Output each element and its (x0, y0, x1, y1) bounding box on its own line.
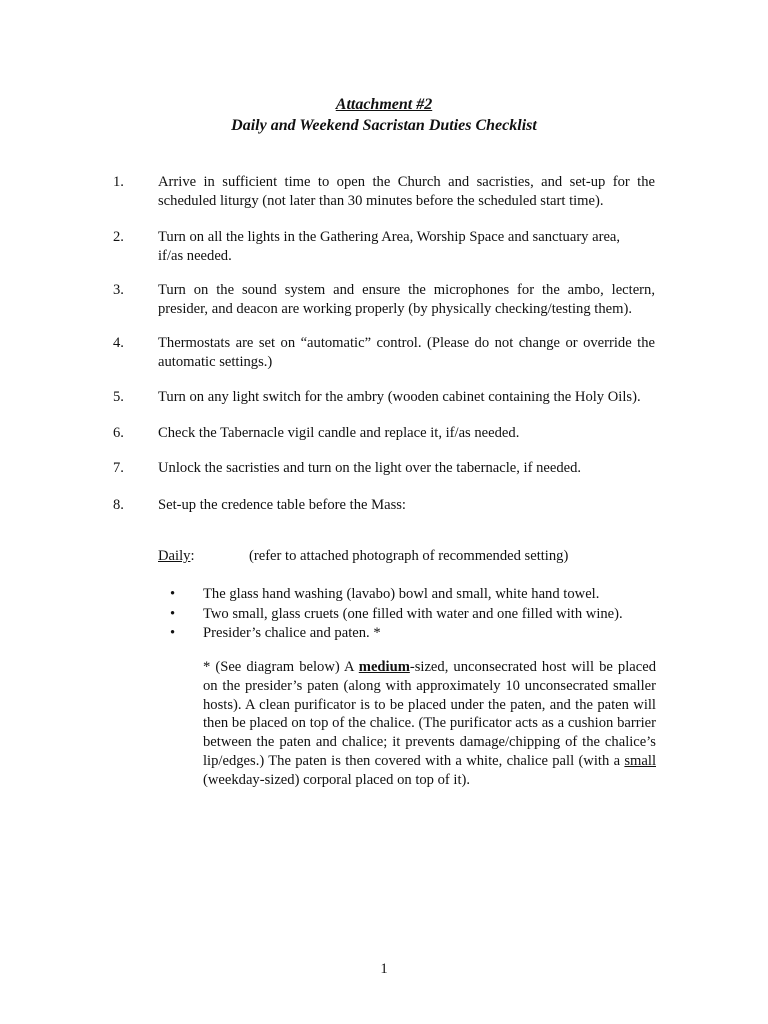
item-number: 8. (113, 497, 124, 513)
item-text: Check the Tabernacle vigil candle and replace it, if/as needed. (158, 425, 520, 441)
credence-table-list (158, 585, 678, 644)
paragraph-text-3: (weekday-sized) corporal placed on top of it). (203, 771, 471, 788)
attachment-heading (0, 95, 768, 115)
bullet-icon: • (170, 605, 176, 622)
daily-label: Daily (158, 548, 191, 564)
daily-note: (refer to attached photograph of recommended setting) (249, 548, 569, 564)
document-title: Daily and Weekend Sacristan Duties Checklist (231, 117, 537, 134)
emphasis-medium: medium (358, 659, 410, 675)
item-text: Thermostats are set on “automatic” control. (Please do not change or override the automatic settings.) (158, 335, 655, 370)
emphasis-small: small (624, 752, 656, 769)
item-number: 1. (113, 174, 124, 190)
host-instructions-paragraph (203, 658, 656, 790)
bullet-icon: • (170, 586, 176, 602)
item-text: Set-up the credence table before the Mass: (158, 497, 406, 513)
list-item (158, 605, 678, 625)
daily-colon: : (190, 548, 195, 564)
item-text: Arrive in sufficient time to open the Church and sacristies, and set-up for the scheduled liturgy (not later than 30 minutes before the scheduled start time). (158, 174, 655, 209)
list-item (158, 624, 678, 644)
item-text: Unlock the sacristies and turn on the light over the tabernacle, if needed. (158, 460, 582, 476)
list-item-text: Two small, glass cruets (one filled with water and one filled with wine). (203, 605, 623, 622)
item-text: Turn on the sound system and ensure the microphones for the ambo, lectern, presider, and deacon are working properly (by physically checking/testing them). (158, 282, 655, 317)
list-item (158, 585, 678, 605)
page-number: 1 (380, 961, 388, 977)
bullet-icon: • (170, 625, 176, 641)
item-text: Turn on any light switch for the ambry (wooden cabinet containing the Holy Oils). (158, 389, 641, 405)
item-number: 3. (113, 282, 124, 298)
item-number: 7. (113, 460, 124, 476)
item-number: 2. (113, 229, 124, 245)
item-text: Turn on all the lights in the Gathering Area, Worship Space and sanctuary area, if/as needed. (158, 229, 621, 264)
paragraph-text-1: * (See diagram below) A (203, 659, 359, 675)
daily-heading (158, 547, 195, 566)
list-item-text: Presider’s chalice and paten. * (203, 625, 381, 641)
list-item-text: The glass hand washing (lavabo) bowl and small, white hand towel. (203, 586, 600, 602)
item-number: 4. (113, 335, 124, 351)
item-number: 6. (113, 425, 124, 441)
item-number: 5. (113, 389, 124, 405)
paragraph-text-2: -sized, unconsecrated host will be placed on the presider’s paten (along with approximately 10 unconsecrated smaller hosts). A clean purificator is to be placed under the paten, and the paten will then be placed on top of the chalice. (The purificator acts as a cushion barrier between the paten and chalice; it prevents damage/chipping of the chalice’s lip/edges.) The paten is then covered with a white, chalice pall (with a (203, 659, 656, 769)
attachment-label: Attachment #2 (335, 96, 433, 113)
